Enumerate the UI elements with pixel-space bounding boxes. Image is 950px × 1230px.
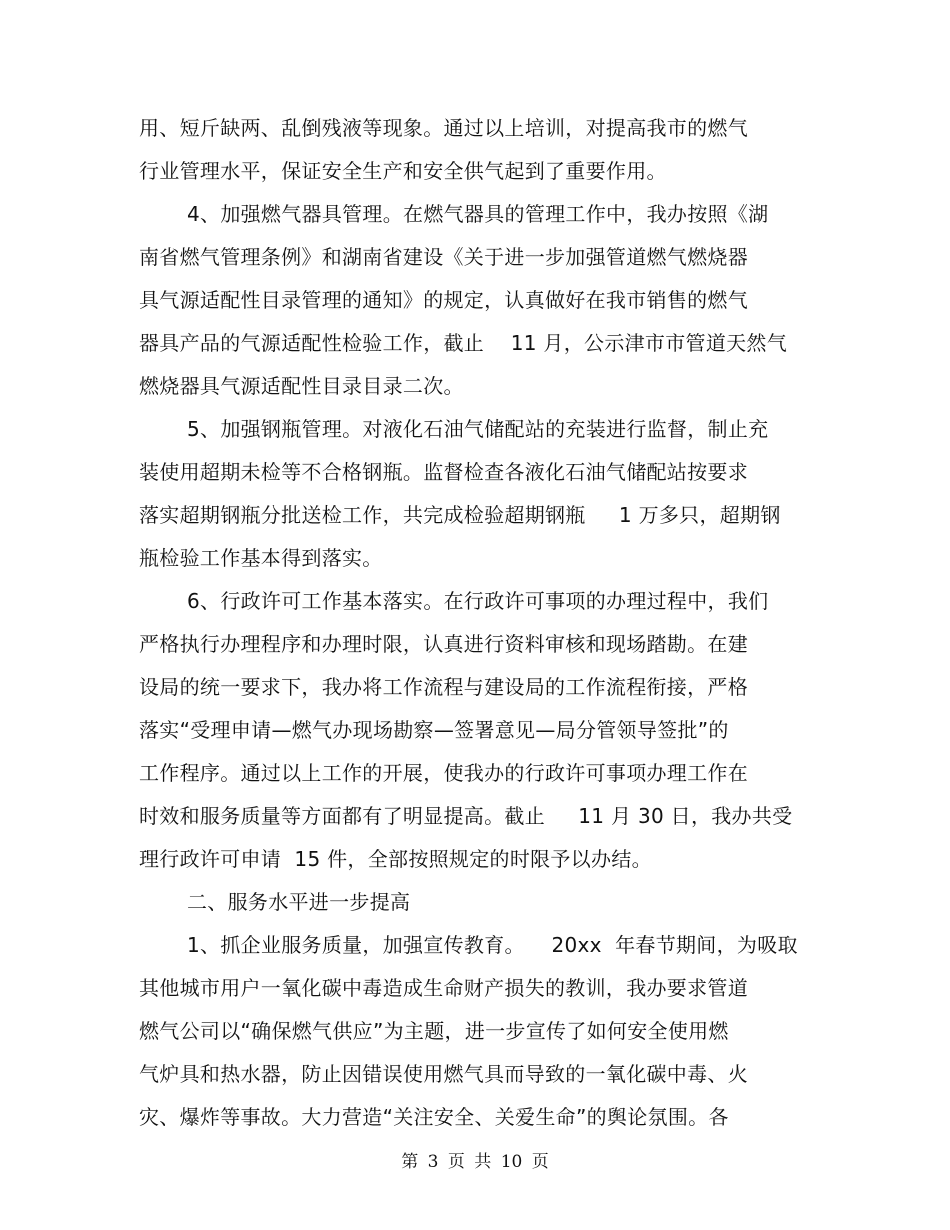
paragraph-line: 工作程序。通过以上工作的开展，使我办的行政许可事项办理工作在 xyxy=(139,761,748,785)
paragraph-line: 严格执行办理程序和办理时限，认真进行资料审核和现场踏勘。在建 xyxy=(139,632,748,656)
paragraph-line: 灾、爆炸等事故。大力营造“关注安全、关爱生命”的舆论氛围。各 xyxy=(139,1105,729,1129)
paragraph-line: 6、行政许可工作基本落实。在行政许可事项的办理过程中，我们 xyxy=(187,589,769,613)
paragraph-line: 燃气公司以“确保燃气供应”为主题，进一步宣传了如何安全使用燃 xyxy=(139,1019,729,1043)
paragraph-line: 用、短斤缺两、乱倒残液等现象。通过以上培训，对提高我市的燃气 xyxy=(139,116,748,140)
page-number-footer: 第 3 页 共 10 页 xyxy=(401,1152,549,1172)
paragraph-line: 具气源适配性目录管理的通知》的规定，认真做好在我市销售的燃气 xyxy=(139,288,748,312)
paragraph-line: 装使用超期未检等不合格钢瓶。监督检查各液化石油气储配站按要求 xyxy=(139,460,748,484)
paragraph-line: 燃烧器具气源适配性目录目录二次。 xyxy=(139,374,464,398)
paragraph-line: 其他城市用户一氧化碳中毒造成生命财产损失的教训，我办要求管道 xyxy=(139,976,748,1000)
paragraph-line: 设局的统一要求下，我办将工作流程与建设局的工作流程衔接，严格 xyxy=(139,675,748,699)
paragraph-line: 气炉具和热水器，防止因错误使用燃气具而导致的一氧化碳中毒、火 xyxy=(139,1062,748,1086)
paragraph-line: 器具产品的气源适配性检验工作，截止 11 月，公示津市市管道天然气 xyxy=(139,331,788,355)
paragraph-line: 理行政许可申请 15 件，全部按照规定的时限予以办结。 xyxy=(139,847,652,871)
paragraph-line: 瓶检验工作基本得到落实。 xyxy=(139,546,383,570)
paragraph-line: 时效和服务质量等方面都有了明显提高。截止 11 月 30 日，我办共受 xyxy=(139,804,793,828)
paragraph-line: 南省燃气管理条例》和湖南省建设《关于进一步加强管道燃气燃烧器 xyxy=(139,245,748,269)
section-heading: 二、服务水平进一步提高 xyxy=(187,890,411,914)
paragraph-line: 4、加强燃气器具管理。在燃气器具的管理工作中，我办按照《湖 xyxy=(187,202,769,226)
paragraph-line: 1、抓企业服务质量，加强宣传教育。 20xx 年春节期间，为吸取 xyxy=(187,933,798,957)
paragraph-line: 5、加强钢瓶管理。对液化石油气储配站的充装进行监督，制止充 xyxy=(187,417,769,441)
paragraph-line: 落实“受理申请—燃气办现场勘察—签署意见—局分管领导签批”的 xyxy=(139,718,729,742)
paragraph-line: 落实超期钢瓶分批送检工作，共完成检验超期钢瓶 1 万多只，超期钢 xyxy=(139,503,781,527)
paragraph-line: 行业管理水平，保证安全生产和安全供气起到了重要作用。 xyxy=(139,159,667,183)
